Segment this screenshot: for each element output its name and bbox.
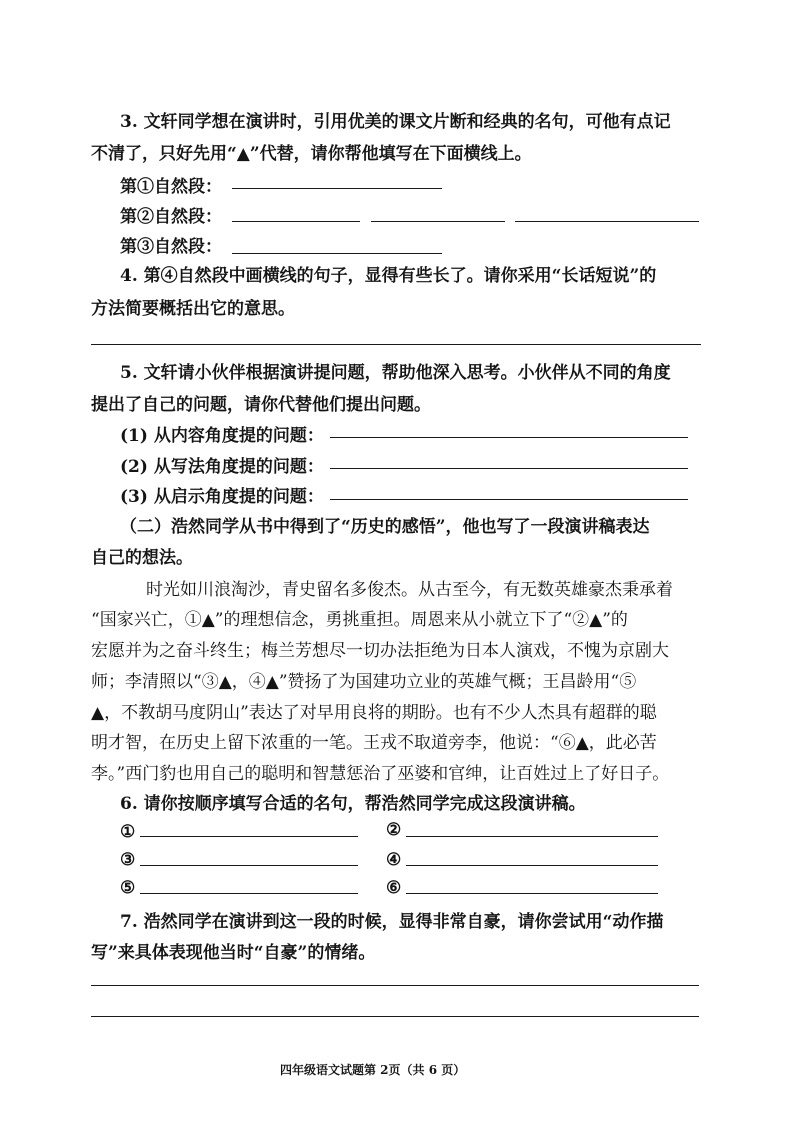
passage-line3: 宏愿并为之奋斗终生；梅兰芳想尽一切办法拒绝为日本人演戏，不愧为京剧大 (91, 641, 669, 661)
q5-prompt-line2: 提出了自己的问题，请你代替他们提出问题。 (91, 395, 431, 415)
q6-marker-6: ⑥ (386, 878, 402, 898)
q7-answer-line-1[interactable] (91, 985, 699, 986)
q3-para2-answer-line-b[interactable] (371, 221, 505, 222)
passage-line4: 师；李清照以“③▲，④▲”赞扬了为国建功立业的英雄气概；王昌龄用“⑤ (91, 672, 637, 692)
q3-para2-answer-line-a[interactable] (232, 221, 360, 222)
q3-prompt-line1: 3. 文轩同学想在演讲时，引用优美的课文片断和经典的名句，可他有点记 (120, 112, 671, 132)
q7-answer-line-2[interactable] (91, 1016, 699, 1017)
q3-prompt-line2: 不清了，只好先用“▲”代替，请你帮他填写在下面横线上。 (91, 144, 532, 164)
passage-line7: 李。”西门豹也用自己的聪明和智慧惩治了巫婆和官绅，让百姓过上了好日子。 (91, 764, 670, 784)
passage-line1: 时光如川浪淘沙，青史留名多俊杰。从古至今，有无数英雄豪杰秉承着 (146, 580, 673, 600)
q6-answer-line-4[interactable] (406, 865, 658, 866)
q3-para2-answer-line-c[interactable] (515, 221, 699, 222)
q5-item1-answer-line[interactable] (330, 437, 688, 438)
q5-prompt-line1: 5. 文轩请小伙伴根据演讲提问题，帮助他深入思考。小伙伴从不同的角度 (120, 363, 671, 383)
q5-item2-label: (2) 从写法角度提的问题： (120, 457, 324, 477)
q3-para3-label: 第③自然段： (120, 237, 222, 257)
q4-prompt-line1: 4. 第④自然段中画横线的句子，显得有些长了。请你采用“长话短说”的 (120, 266, 657, 286)
section2-heading-line1: （二）浩然同学从书中得到了“历史的感悟”，他也写了一段演讲稿表达 (120, 517, 650, 537)
q5-item1-label: (1) 从内容角度提的问题： (120, 426, 324, 446)
q3-para1-label: 第①自然段： (120, 177, 222, 197)
q6-marker-5: ⑤ (120, 878, 136, 898)
q6-answer-line-5[interactable] (140, 893, 358, 894)
q6-answer-line-2[interactable] (406, 836, 658, 837)
q5-item2-answer-line[interactable] (330, 468, 688, 469)
q6-marker-3: ③ (120, 850, 136, 870)
page-footer: 四年级语文试题第 2页（共 6 页） (280, 1063, 466, 1077)
q3-para2-label: 第②自然段： (120, 207, 222, 227)
q4-prompt-line2: 方法简要概括出它的意思。 (91, 299, 295, 319)
passage-line2: “国家兴亡，①▲”的理想信念，勇挑重担。周恩来从小就立下了“②▲”的 (91, 610, 628, 630)
q7-prompt-line2: 写”来具体表现他当时“自豪”的情绪。 (91, 943, 376, 963)
q6-prompt: 6. 请你按顺序填写合适的名句，帮浩然同学完成这段演讲稿。 (120, 794, 586, 814)
q3-para1-answer-line[interactable] (232, 188, 442, 189)
q3-para3-answer-line[interactable] (232, 253, 442, 254)
passage-line5: ▲，不教胡马度阴山”表达了对早用良将的期盼。也有不少人杰具有超群的聪 (91, 703, 657, 723)
section2-heading-line2: 自己的想法。 (91, 548, 193, 568)
q5-item3-answer-line[interactable] (330, 499, 688, 500)
q6-answer-line-1[interactable] (140, 836, 358, 837)
q5-item3-label: (3) 从启示角度提的问题： (120, 487, 324, 507)
q6-answer-line-6[interactable] (406, 893, 658, 894)
q6-marker-4: ④ (386, 850, 402, 870)
q6-marker-1: ① (120, 822, 136, 842)
q4-answer-line[interactable] (91, 344, 701, 345)
q6-answer-line-3[interactable] (140, 865, 358, 866)
q6-marker-2: ② (386, 820, 402, 840)
passage-line6: 明才智，在历史上留下浓重的一笔。王戎不取道旁李，他说：“⑥▲，此必苦 (91, 733, 657, 753)
q7-prompt-line1: 7. 浩然同学在演讲到这一段的时候，显得非常自豪，请你尝试用“动作描 (120, 912, 664, 932)
